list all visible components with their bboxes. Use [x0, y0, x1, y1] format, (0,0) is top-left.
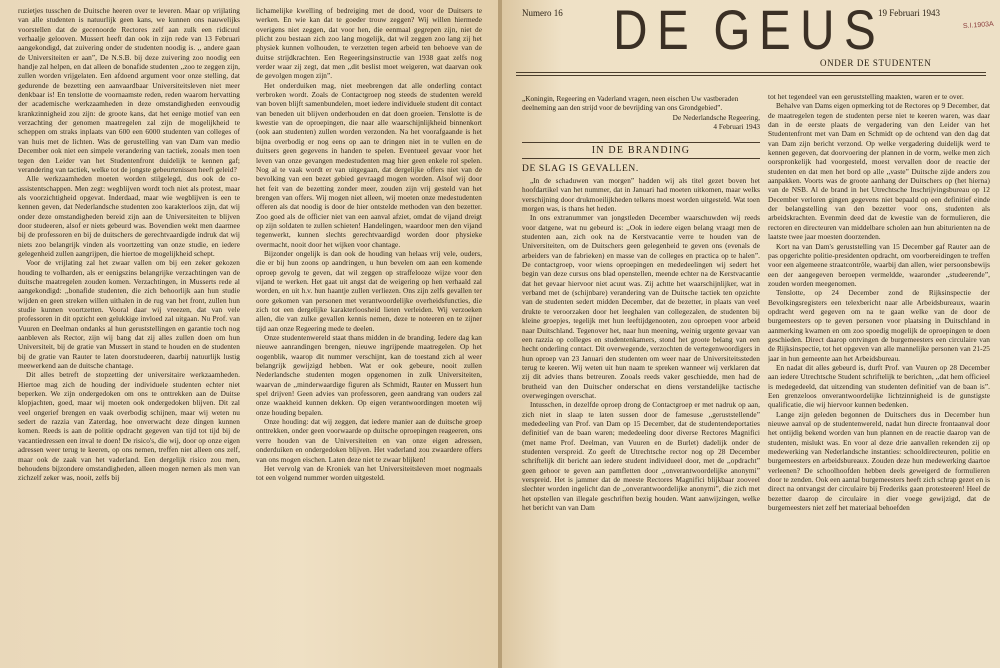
paragraph: Alle werkzaamheden moeten worden stilgelegd, dus ook de co-assistentschappen. Men zegt: wegblijven wordt toch niet als protest, maar als voorzichtigheid opgevat. Inderdaad, maar wie wegblijven is een te kennen geven, dat Nederlandsche studenten zoo karakterloos zijn, dat wij onder deze omstandigheden bereid zijn aan de Universiteiten te blijven door studeeren, alsof er niets gebeurd was. Bovendien wekt men daarmee bij de professoren en bij de duitschers de gerechtvaardigde indruk dat wij niets zoo belangrijk vinden als voortzetting van onze studie, en iedere gelegenheid zullen aangrijpen, die hiertoe de mogelijkheid schept.: [18, 174, 240, 258]
paragraph: Dit alles betreft de stopzetting der universitaire werkzaamheden. Hiertoe mag zich de houding der individuele studenten echter niet beperken. We zijn ondergedoken om ons te onttrekken aan de Duitse klopjachten, goed, maar wij moeten ook ondergedoken blijven. Dit zal veel ongerief brengen en vaak overbodig schijnen, maar wij weten nu sedert de razzia van Zaterdag, hoe onverwacht deze dingen kunnen komen. Reeds is aan de politie opdracht gegeven van tijd tot tijd bij de vacantiedressen een inval te doen! De risico's, die wij, door op onze eigen adressen weer terug te keeren, op ons nemen, treffen niet alleen ons zelf, maar ook de zaak van het vaderland. Een dergelijk risico zou men, behoudens bijzondere omstandigheden, alleen mogen nemen als men van zichzelf zeker was, nooit, zelfs bij: [18, 370, 240, 483]
logo-letter: D: [613, 0, 650, 61]
paragraph: Voor de vrijlating zal het zwaar vallen om bij een zeker gekozen houding te volharden, als er eenigszins belangrijke verzachtingen van de duitsche maatregelen zouden komen. Verzachtingen, in Musserts rede al aangekondigd: ,,bonafide studenten, die zich behoorlijk aan hun studie wijden en geen streken willen uithalen in de rug van het front, zullen hun studie kunnen voortzetten. Vooral daar wij vreezen, dat van vele professoren in dit opzicht een gelukkige invloed zal uitgaan. Nu Prof. van Vuuren en Deelman ondanks al hun geruststellingen en garantie toch nog aanbleven als Rector, zijn wij bang dat zij alles zullen doen om hun Universiteit, bij de gratie van Mussert in stand te houden en de studenten bij de gratie van Rauter te laten doorstudeeren, daarbij natuurlijk lustig meewerkend aan de duitsche chantage.: [18, 258, 240, 371]
quote-text: „Koningin, Regeering en Vaderland vragen, neen eischen Uw vastberaden deelneming aan den strijd voor de bevrijding van ons Grondgebied”.: [522, 94, 739, 113]
left-page: [0, 0, 498, 668]
paragraph: Het onderduiken mag, niet meebrengen dat alle onderling contact verbroken wordt. Zoals de Contactgroep nog steeds de studenten wereld van boven blijft samenbundelen, moet iedere individuele student dit contact van beneden uit blijven onderhouden en dat doen groeien. Tenslotte is de kwestie van de oproepingen, die naar alle waarschijnlijkheid binnenkort (ook aan studenten) zullen worden verzonden. Na het voorafgaande is het bijna overbodig er nog eens op aan te dringen niet in te vullen en de duitsers geen gegevens in handen te spelen. Eventueel gevaar voor het leven van onze gevangen medestudenten mag hier geen enkele rol spelen. Nog al te vaak wordt er van uitgegaan, dat dergelijke offers niet van de bevolking van een bezet gebied gevraagd mogen worden. Alsof wij door het feit van de bezetting zonder meer, zouden zijn vrij gesteld van het brengen van offers. Wij mogen niet alleen, wij moeten onze medestudenten offeren als dat noodig is door de hier ontstelde methoden van den bezetter. Zoo goed als de officier niet van een aanval afziet, omdat de vijand dreigt op zijn soldaten te zullen schieten! Handelingen, waardoor men den vijand tegenwerkt, kunnen slechts gerechtvaardigd worden door physieke overmacht, nooit door het wijken voor chantage.: [256, 80, 482, 249]
left-column-2: [256, 6, 482, 666]
paragraph: „In de schaduwen van morgen” hadden wij als titel gezet boven het hoofdartikel van het nummer, dat in Januari had moeten uitkomen, maar welks verschijning door drukmoeilijkheden telkens moest worden uitgesteld. Wat toen morgen was, is thans het heden.: [522, 176, 760, 214]
masthead-subtitle: ONDER DE STUDENTEN: [820, 58, 932, 68]
paragraph: Intusschen, in dezelfde oproep drong de Contactgroep er met nadruk op aan, zich niet in slaap te laten sussen door de famesuse ,,geruststellende” mededeeling van Prof. van Dam op 15 December, dat de studentendeportaties definitief van de baan waren; mededeeling door diverse Rectores Magnifici (met name Prof. Deelman, van Vuuren en de Burlet) dadelijk onder de studenten verspreid. Zo geeft de Utrechtsche rector nog op 28 December schriftelijk dit bericht aan iedere student individueel door, met de ,,opdracht” geen gehoor te geven aan pamfletten door ,,onverantwoordelijke anonymi” verspreid. Het is jammer dat de meeste Rectores Magnifici blijkbaar zooveel slechter worden ingelicht dan de ,,onverantwoordelijke anonymi”, die zich met het opstellen van illegale geschriften bezig houden. Want aanwijzingen, welke het bericht van van Dam: [522, 400, 760, 513]
right-column-2: [768, 92, 990, 666]
quote-date: 4 Februari 1943: [713, 121, 760, 131]
logo-letter: S: [843, 0, 878, 61]
paragraph: En nadat dit alles gebeurd is, durft Prof. van Vuuren op 28 December aan iedere Utrechtsche Student schriftelijk te berichten, ,,dat hem officieel is medegedeeld, dat uitzending van studenten definitief van de baan is”. Een grenzeloos onverantwoordelijke lichtzinnigheid is de gunstigste qualificatie, die wij hiervoor kunnen bedenken.: [768, 362, 990, 410]
logo-letter: E: [656, 0, 691, 61]
government-quote: [522, 94, 760, 131]
section-title: IN DE BRANDING: [591, 145, 691, 156]
paragraph: ruzietjes tusschen de Duitsche heeren over te leveren. Maar op vrijlating van alle studenten is natuurlijk geen kans, we kunnen ons nauwelijks voorstellen dat de gecenoorde Rectores zelf aan zulk een ridicuul verhaalje gelooven. Mussert heeft dan ook in zijn rede van 13 Februari aangekondigd, dat zuivering onder de studenten noodig is. ,, andere gaan de Universiteiten er aan”, De N.S.B. bij deze zuivering zoo noodig een handje zal helpen, en dat alleen de bonafide studenten ,,zoo te zeggen zijn, zullen worden vrijgelaten. Een afdoend argument voor onze stelling, dat gedurende de bezetting een aanvaardbaar Universiteitsleven niet meer denkbaar is! En tenslotte de voornaamste reden, reden waarom hervatting der academische werkzaamheden in deze omstandigheden eenvoudig krankzinnigheid zou zijn: de groote kans, dat het eenige motief van een verzachting der genomen maatregelen zal zijn de mogelijkheid te scheppen om straks inplaats van 600 een 6000 studenten van colleges of van huis met de lichten. Was de gerustelling van van Dam van medio December ook niet een simpele verandering van tactiek, zooals men toen tegen den Leider van het Studentenfront duidelijk te kennen gaf; verandering van tactiek, welke tot de jongste gebeurtenissen heeft geleid?: [18, 6, 240, 174]
issue-date: 19 Februari 1943: [878, 8, 940, 18]
right-page: [502, 0, 1000, 668]
section-rule: [522, 158, 760, 159]
paragraph: Lange zijn geleden begonnen de Duitschers dus in December hun nieuwe aanval op de studentenwereld, nadat hun directe frontaanval door het ontijdig bekend worden van hun plannen en de reactie daarop van de studenten, mislukt was. En voor al deze drie aanvallen rekenden zij op medewerking van Nederlandsche instanties: schooldirecteuren, politie en burgemeesters en arbeidsbureaux. Zouden deze hun medewerking daartoe verleenen? De schoolhoofden hebben deels geweigerd de formulieren door te zenden. Ook een aantal burgemeesters heeft zich schrap gezet en is direct na ontvangst der circulaire bij Frederiks gaan protesteeren! Heel de bezetter daarop de circulaire in dier voege gewijzigd, dat de burgemeesters niet zelf het materiaal behoefden: [768, 409, 990, 513]
archive-stamp: S.I.1903A: [963, 20, 995, 31]
paragraph: Onze houding: dat wij zeggen, dat iedere manier aan de duitsche groep onttrekken, onder geen voorwaarde op duitsche oproepingen reageeren, ons verre houden van de Universiteiten en van onze eigen adressen, onderduiken en ondergedoken blijven. Het vaderland zou zwaardere offers van ons mogen eischen. Laten deze niet te zwaar blijken!: [256, 417, 482, 464]
paragraph: Onze studentenwereld staat thans midden in de branding. Iedere dag kan nieuwe aanrandingen brengen, nieuwe ingrijpende maatregelen. Op het oogenblik, waarop dit nummer verschijnt, kan de toestand zich al weer belangrijk gewijzigd hebben. Wat er ook gebeure, nooit zullen Nederlandsche studenten mogen opgenomen in zulk Universiteiten, waarvan de ,,minderwaardige figuren als Schmidt, Rauter en Mussert hun spel drijven! Geen advies van professoren, geen aandrang van ouders zal onze waakheid kunnen dekken. Op eigen verantwoordingen moeten wij onze houding bepalen.: [256, 333, 482, 417]
right-column-1: [522, 176, 760, 666]
paragraph: Bijzonder ongelijk is dan ook de houding van helaas vrij vele, ouders, die er bij hun zoons op aandringen, u hun bevelen om aan een komende oproep gevolg te geven, dat wil zeggen op straffelooze wijze voor den vijand te werken. Het gaat uit angst dat de weigering op hen verhaald zal worden, en uit h.v. hun haantje zullen verliezen. Ons zijn zelfs gevallen ter oore gekomen van personen met verantwoordelijke overheidsfuncties, die zich tot een dergelijke karakterloosheid lieten verleiden. Wij verzoeken allen, die van zulke gevallen kennis nemen, deze te noteeren en te zijner tijd aan onze Regeering mede te deelen.: [256, 248, 482, 333]
logo-letter: E: [759, 0, 793, 61]
masthead-rule: [516, 72, 986, 73]
masthead-rule: [516, 75, 986, 76]
paragraph: tot het tegendeel van een geruststelling maakten, waren er te over.: [768, 92, 964, 101]
logo-letter: G: [712, 0, 752, 61]
logo-letter: U: [800, 0, 837, 61]
left-column-1: [18, 6, 240, 666]
issue-number: Numero 16: [522, 8, 563, 18]
masthead-logo: [610, 0, 880, 61]
paragraph: lichamelijke kwelling of bedreiging met de dood, voor de Duitsers te werken. En wie kan dat te goeder trouw zeggen? Wij willen hiermede overigens niet zeggen, dat voor hen, die eenmaal gegrepen zijn, niet de plicht zou bestaan zich zoo lang mogelijk, dat wil zeggen zoo lang zij het physiek kunnen volhouden, te verzetten tegen arbeid ten behoeve van de duitse strijdkrachten. Een Regeeringsinstructie van 1938 gaat zelfs nog verder waar zij zegt, dat men ,,dit beslist moet weigeren, wat daarvan ook de gevolgen mogen zijn”.: [256, 6, 482, 81]
quote-source: De Nederlandsche Regeering,: [672, 112, 760, 122]
paragraph: In ons extranummer van jongstleden December waarschuwden wij reeds voor datgene, wat nu gebeurd is: ,,Ook in iedere eigen belang vraagt men de studenten aan, zich ook na de Kerstvacantie verre te houden van de Universiteiten, om de Duitschers geen gelegenheid te geven ons (evenals de arbeiders van de fabrieken) en masse van de colleges en practica op te halen”. De contactgroep, voor wiens oproepingen en mededeelingen wij sedert het begin van deze cursus ons blad openstellen, meende echter na de Kerstvacantie dat het gevaar hiervoor niet acuut was. Zij achtte het waarschijnlijker, wat in verband met de (schijnbare) verandering van de Duitsche tactiek ten opzichte van de studenten sedert midden December, dat de bezetter, in plaats van veel drukte te veroorzaken door het leeghalen van collegezalen, de studenten bij kleine groepjes, tegelijk met hun leeftijdgenooten, zou oproepen voor arbeid naar Duitschland. Tegenover het, naar hun meening, weinig urgente gevaar van een razzia op colleges en studentenkamers, stond het groote belang van een hecht onderling contact. Dit overwegende, verzochten de vertegenwoordigers in hun oproep van 23 Januari den studenten om weer naar de Universiteitssteden terug te keeren. Wij weten uit hun naam te spreken wanneer wij verklaren dat zij dit advies thans betreuren. Zooals reeds vaker geschiedde, men had de brutheid van den Duitscher onderschat en diens verstandelijke tactische overwegingen overschat.: [522, 213, 760, 400]
section-rule: [522, 142, 760, 143]
paragraph: Het vervolg van de Kroniek van het Universiteitsleven moet nogmaals tot een volgend nummer worden uitgesteld.: [256, 463, 482, 483]
paragraph: Behalve van Dams eigen opmerking tot de Rectores op 9 December, dat de maatregelen tegen de studenten perse niet te keeren waren, was daar dan in de eerste plaats de vergadering van den Leider van het Studentenfront met van Dam en Schmidt op de ochtend van den dag dat van Dam zijn bericht verzond. Op welke vergadering duidelijk werd te kennen gegeven, dat doorvoering der plannen in de vorm, welke men zich oorspronkelijk had voorgesteld, moest vervallen door de reactie der studenten en dat men het bord op alle ,,vaste” Duitsche zijde anders zou aanpakken. Voorts was de groote aanhang der Duitschers op (het hierna) van de NSB. Al de brand in het Utrechtsche Inschrijvingsbureau op 12 December verloren gingen gegevens niet bepaald op een definitief einde der belangstelling van den bezetter voor ons, studenten als arbeidskrachten. Evenmin deed dat de kwestie van de formulieren, die rectoren en directeuren van middelbare scholen aan hun abiturienten na de laatste twee jaar moesten doorzenden.: [768, 101, 990, 242]
paragraph: Tenslotte, op 24 December zond de Rijksinspectie der Bevolkingsregisters een telexbericht naar alle Arbeidsbureaux, waarin opdracht werd gegeven om na te gaan welke van de door de burgemeesters op te geven personen voor plaatsing in Duitschland in aanmerking kwamen en om zoo spoedig mogelijk de oproepingen te doen geschieden. Direct daarop ontvingen de burgemeesters een circulaire van de Rijksinspectie, tot het opgeven van alle mannelijke personen van 21-25 jaar in hun gemeente aan het Arbeidsbureau.: [768, 288, 990, 363]
paragraph: Kort na van Dam's geruststelling van 15 December gaf Rauter aan de pas opgerichte politie-presidenten opdracht, om voorbereidingen te treffen voor een algemeene straatcontrôle, waarbij dan allen, wier persoonsbewijs een der aangegeven beroepen vermeldde, waaronder ,,studeerende”, zouden worden meegenomen.: [768, 241, 990, 288]
article-title: DE SLAG IS GEVALLEN.: [522, 164, 639, 174]
